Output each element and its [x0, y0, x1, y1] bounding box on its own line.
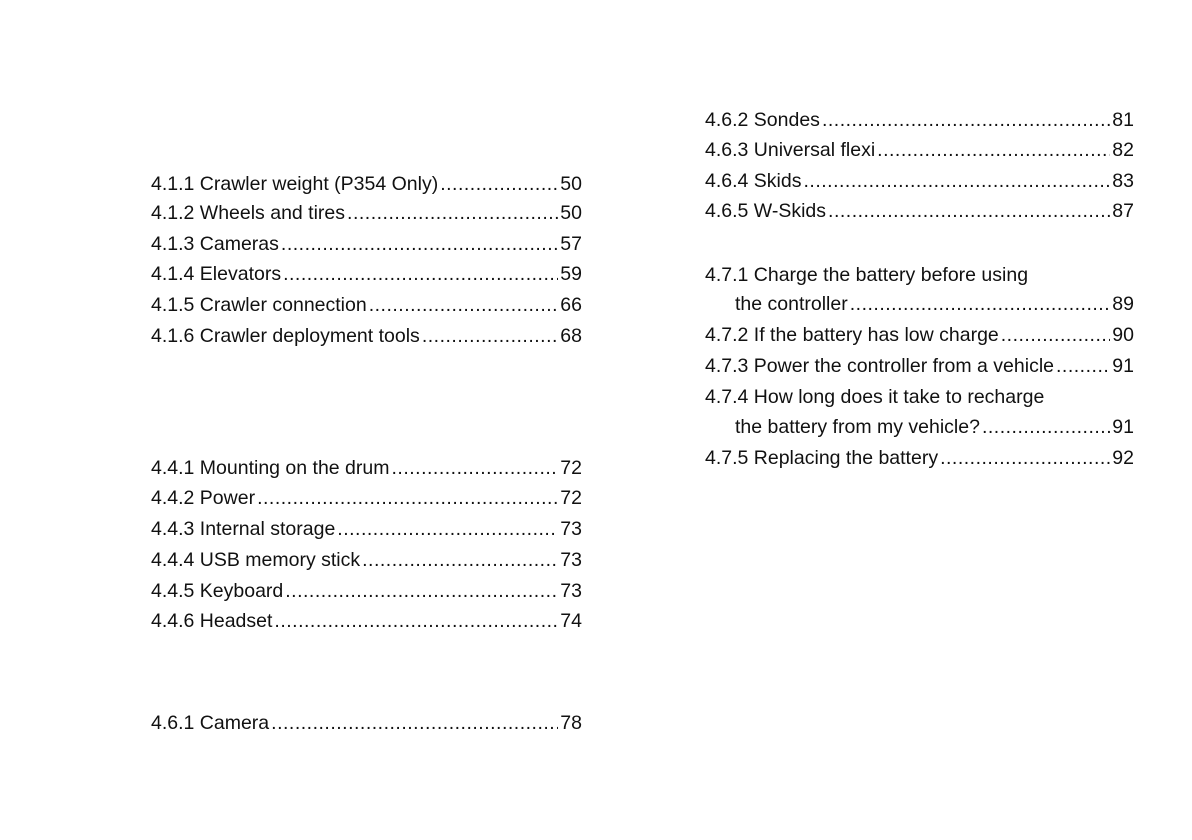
- toc-entry-label: 4.4.6 Headset: [151, 610, 273, 632]
- toc-leader-dots: [392, 456, 559, 480]
- toc-entry-4-1-3[interactable]: [151, 232, 582, 256]
- toc-entry-4-1-4[interactable]: [151, 262, 582, 286]
- toc-entry-4-4-1[interactable]: [151, 456, 582, 480]
- toc-entry-4-6-3[interactable]: [705, 138, 1134, 162]
- toc-page-number: 74: [560, 610, 582, 632]
- toc-entry-label: 4.4.3 Internal storage: [151, 518, 336, 540]
- toc-leader-dots: [271, 711, 558, 735]
- toc-leader-dots: [274, 609, 558, 633]
- toc-entry-label: 4.6.1 Camera: [151, 712, 270, 734]
- toc-page-number: 89: [1112, 293, 1134, 315]
- toc-page-number: 91: [1112, 416, 1134, 438]
- toc-entry-4-1-6[interactable]: [151, 324, 582, 348]
- toc-entry-label: 4.7.2 If the battery has low charge: [705, 324, 999, 346]
- toc-entry-4-4-4[interactable]: [151, 548, 582, 572]
- toc-entry-4-4-2[interactable]: [151, 486, 582, 510]
- toc-page-number: 72: [560, 487, 582, 509]
- toc-leader-dots: [982, 415, 1110, 439]
- toc-page-number: 83: [1112, 170, 1134, 192]
- toc-entry-label: 4.4.5 Keyboard: [151, 580, 284, 602]
- toc-leader-dots: [283, 262, 558, 286]
- toc-entry-4-7-1[interactable]: [705, 292, 1134, 316]
- toc-page-number: 73: [560, 549, 582, 571]
- toc-entry-label: the controller: [735, 293, 848, 315]
- toc-leader-dots: [822, 108, 1110, 132]
- toc-entry-label: 4.1.3 Cameras: [151, 233, 279, 255]
- toc-leader-dots: [337, 517, 558, 541]
- toc-entry-4-6-5[interactable]: [705, 199, 1134, 223]
- toc-entry-4-1-5[interactable]: [151, 293, 582, 317]
- toc-leader-dots: [285, 579, 558, 603]
- toc-entry-4-7-3[interactable]: [705, 354, 1134, 378]
- toc-entry-4-6-1[interactable]: [151, 711, 582, 735]
- toc-entry-label: the battery from my vehicle?: [735, 416, 980, 438]
- toc-leader-dots: [850, 292, 1111, 316]
- toc-page-number: 87: [1112, 200, 1134, 222]
- toc-leader-dots: [877, 138, 1110, 162]
- toc-entry-4-7-2[interactable]: [705, 323, 1134, 347]
- toc-entry-4-7-4-heading[interactable]: 4.7.4 How long does it take to recharge: [705, 386, 1045, 408]
- toc-page-number: 90: [1112, 324, 1134, 346]
- toc-entry-label: 4.1.5 Crawler connection: [151, 294, 367, 316]
- toc-entry-label: 4.7.5 Replacing the battery: [705, 447, 939, 469]
- toc-entry-4-4-3[interactable]: [151, 517, 582, 541]
- toc-leader-dots: [422, 324, 558, 348]
- toc-entry-4-1-1[interactable]: [151, 172, 582, 196]
- toc-entry-label: 4.6.3 Universal flexi: [705, 139, 876, 161]
- toc-leader-dots: [347, 201, 558, 225]
- toc-leader-dots: [828, 199, 1110, 223]
- toc-entry-label: 4.4.2 Power: [151, 487, 256, 509]
- toc-page-number: 68: [560, 325, 582, 347]
- toc-page-number: 66: [560, 294, 582, 316]
- toc-entry-label: 4.6.4 Skids: [705, 170, 802, 192]
- toc-entry-label: 4.4.1 Mounting on the drum: [151, 457, 390, 479]
- toc-page-number: 91: [1112, 355, 1134, 377]
- toc-page-number: 50: [560, 173, 582, 195]
- toc-entry-label: 4.4.4 USB memory stick: [151, 549, 361, 571]
- toc-page-number: 73: [560, 518, 582, 540]
- toc-page-number: 50: [560, 202, 582, 224]
- toc-page-number: 72: [560, 457, 582, 479]
- toc-entry-label: 4.1.1 Crawler weight (P354 Only): [151, 173, 439, 195]
- toc-page-number: 82: [1112, 139, 1134, 161]
- toc-page-number: 78: [560, 712, 582, 734]
- toc-leader-dots: [440, 172, 558, 196]
- toc-entry-label: 4.7.3 Power the controller from a vehicle: [705, 355, 1055, 377]
- toc-leader-dots: [803, 169, 1110, 193]
- toc-leader-dots: [281, 232, 558, 256]
- toc-page-number: 57: [560, 233, 582, 255]
- toc-leader-dots: [1001, 323, 1111, 347]
- toc-leader-dots: [369, 293, 559, 317]
- toc-entry-label: 4.1.6 Crawler deployment tools: [151, 325, 420, 347]
- toc-entry-4-6-2[interactable]: [705, 108, 1134, 132]
- toc-leader-dots: [1056, 354, 1110, 378]
- toc-entry-4-4-5[interactable]: [151, 579, 582, 603]
- toc-page-number: 81: [1112, 109, 1134, 131]
- toc-page-number: 92: [1112, 447, 1134, 469]
- toc-entry-label: 4.6.5 W-Skids: [705, 200, 827, 222]
- toc-leader-dots: [362, 548, 558, 572]
- toc-entry-4-7-5[interactable]: [705, 446, 1134, 470]
- toc-entry-label: 4.1.4 Elevators: [151, 263, 282, 285]
- toc-page-number: 59: [560, 263, 582, 285]
- toc-entry-4-6-4[interactable]: [705, 169, 1134, 193]
- toc-entry-label: 4.1.2 Wheels and tires: [151, 202, 346, 224]
- toc-page-number: 73: [560, 580, 582, 602]
- toc-leader-dots: [940, 446, 1110, 470]
- toc-entry-4-7-4[interactable]: [705, 415, 1134, 439]
- toc-entry-label: 4.6.2 Sondes: [705, 109, 820, 131]
- toc-entry-4-1-2[interactable]: [151, 201, 582, 225]
- toc-leader-dots: [257, 486, 558, 510]
- toc-entry-4-4-6[interactable]: [151, 609, 582, 633]
- toc-entry-4-7-1-heading[interactable]: 4.7.1 Charge the battery before using: [705, 264, 1029, 286]
